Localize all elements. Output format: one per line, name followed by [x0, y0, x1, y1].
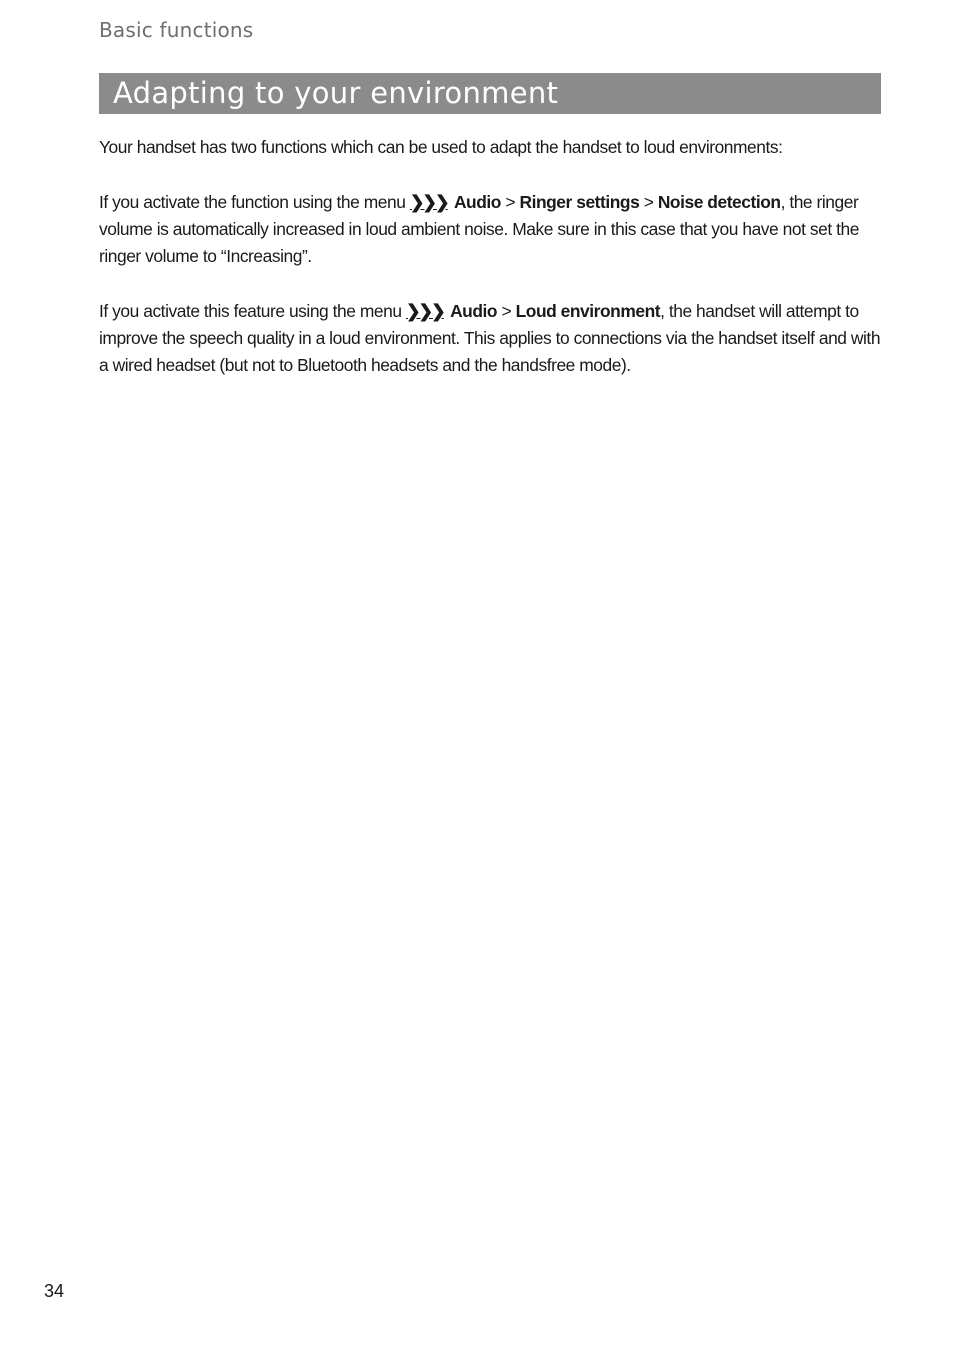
- menu-separator: >: [643, 191, 654, 212]
- page-number: 34: [44, 1281, 65, 1301]
- menu-path-ringer-settings: Ringer settings: [519, 191, 640, 212]
- menu-path-audio: Audio: [450, 300, 498, 321]
- paragraph-text: If you activate this feature using the menu: [99, 300, 402, 321]
- paragraph-text: , the handset will attempt to improve the speech quality in a loud environment. This applies to connections via the handset itself and with a wired headset (but not to Bluetooth headsets and the handsfree mode).: [99, 300, 881, 376]
- title-bar: [99, 73, 881, 114]
- noise-detection-paragraph: [99, 189, 884, 271]
- menu-icon: ❯❯❯: [409, 191, 448, 212]
- paragraph-text: , the ringer volume is automatically increased in loud ambient noise. Make sure in this case that you have not set the ringer volume to “Increasing”.: [99, 191, 859, 267]
- menu-path-loud-environment: Loud environment: [515, 300, 661, 321]
- menu-path-audio: Audio: [453, 191, 501, 212]
- menu-icon: ❯❯❯: [405, 300, 444, 321]
- menu-separator: >: [505, 191, 516, 212]
- page-title: Adapting to your environment: [113, 76, 559, 110]
- paragraph-text: If you activate the function using the menu: [99, 191, 406, 212]
- intro-paragraph: Your handset has two functions which can be used to adapt the handset to loud environments:: [99, 137, 783, 157]
- menu-separator: >: [501, 300, 512, 321]
- loud-environment-paragraph: [99, 298, 884, 380]
- section-header: Basic functions: [99, 18, 254, 42]
- content-body: [99, 134, 884, 407]
- menu-path-noise-detection: Noise detection: [657, 191, 781, 212]
